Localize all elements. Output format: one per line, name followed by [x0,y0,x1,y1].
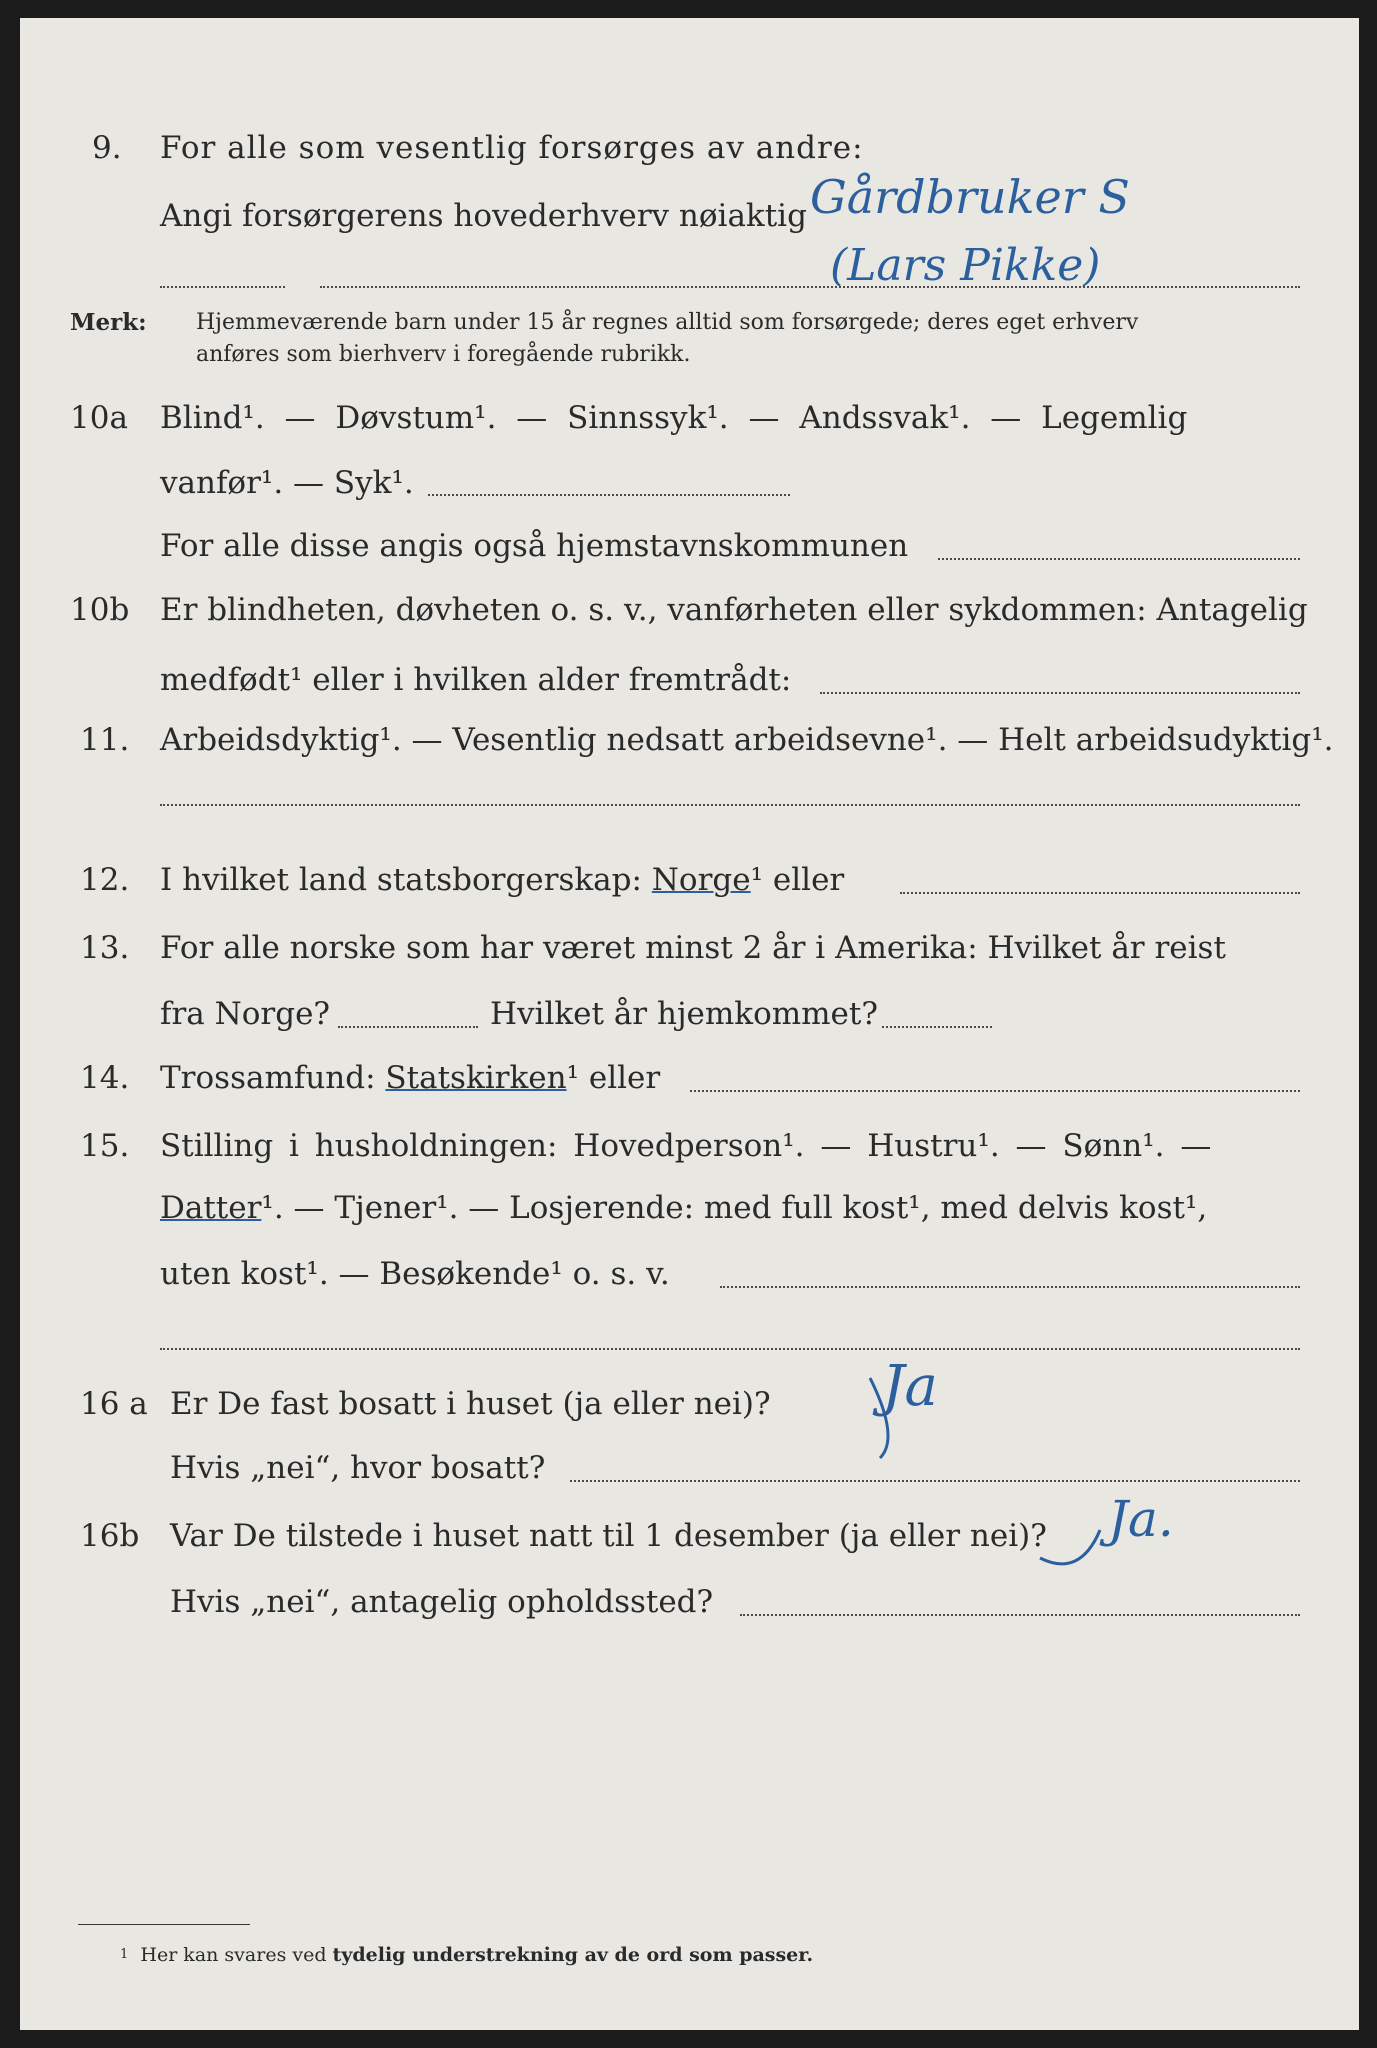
question-16b-dotted-line [740,1614,1300,1616]
question-12-marked-option: Norge [651,862,751,898]
question-16b-handwritten-answer: Ja. [1108,1490,1174,1548]
footnote-rule [78,1924,250,1925]
footnote-plain: Her kan svares ved [140,1944,327,1966]
question-12-prefix: I hvilket land statsborgerskap: [160,862,642,898]
footnote [120,1942,813,1968]
question-12-number: 12. [80,862,130,898]
footnote-mark: 1 [120,1947,129,1962]
question-16a-line1: Er De fast bosatt i huset (ja eller nei)? [170,1386,771,1422]
question-14-prefix: Trossamfund: [160,1060,376,1096]
question-16b-line1: Var De tilstede i huset natt til 1 desember (ja eller nei)? [170,1518,1047,1554]
question-10a-dotted-line [428,494,790,496]
census-form-page [20,18,1359,2030]
question-12-suffix: ¹ eller [750,862,845,898]
question-14-suffix: ¹ eller [566,1060,661,1096]
question-15-dotted-line [720,1286,1300,1288]
note-line1: Hjemmeværende barn under 15 år regnes alltid som forsørgede; deres eget erhverv [196,310,1139,335]
question-10a-line2: vanfør¹. — Syk¹. [160,465,414,501]
question-9-line2: Angi forsørgerens hovederhverv nøiaktig [160,198,807,234]
question-16a-number: 16 a [80,1386,148,1422]
question-15-number: 15. [80,1128,130,1164]
question-16b-line2: Hvis „nei“, antagelig opholdssted? [170,1584,714,1620]
question-14-dotted-line [690,1090,1300,1092]
question-9-handwritten-answer1: Gårdbruker S [810,170,1130,224]
question-9-number: 9. [92,130,122,166]
question-13-line1: For alle norske som har været minst 2 år i Amerika: Hvilket år reist [160,930,1226,966]
question-12-text [160,860,844,900]
question-16a-handwritten-answer: Ja [882,1354,938,1419]
question-13-dotted-line [338,1026,478,1028]
question-10b-dotted-line [820,692,1300,694]
question-10b-line2: medfødt¹ eller i hvilken alder fremtrådt: [160,662,792,698]
question-13-line2a: fra Norge? [160,996,331,1032]
question-16a-dotted-line [570,1480,1300,1482]
note-label: Merk: [70,309,147,336]
question-15-dotted-line [160,1348,1300,1350]
question-10a-line3: For alle disse angis også hjemstavnskommunen [160,528,909,564]
question-14-number: 14. [80,1060,130,1096]
question-15-marked-option: Datter [160,1190,262,1226]
question-16a-line2: Hvis „nei“, hvor bosatt? [170,1450,546,1486]
question-9-dotted-line [320,286,1300,288]
question-14-marked-option: Statskirken [385,1060,567,1096]
question-9-dotted-line [160,286,285,288]
question-10b-number: 10b [70,592,130,628]
question-11-number: 11. [80,722,130,758]
question-10b-line1: Er blindheten, døvheten o. s. v., vanførheten eller sykdommen: Antagelig [160,592,1308,628]
question-10a-line1: Blind¹. — Døvstum¹. — Sinnssyk¹. — Andssvak¹. — Legemlig [160,400,1188,436]
question-14-text [160,1058,660,1098]
question-9-line1: For alle som vesentlig forsørges av andre: [160,130,864,166]
question-15-line1: Stilling i husholdningen: Hovedperson¹. — Hustru¹. — Sønn¹. — [160,1128,1212,1164]
question-11-dotted-line [160,804,1300,806]
question-13-line2b: Hvilket år hjemkommet? [490,996,878,1032]
ink-strokes [20,18,30,28]
question-10a-dotted-line [938,558,1300,560]
question-13-dotted-line [882,1026,992,1028]
question-10a-number: 10a [70,400,128,436]
question-11-line1: Arbeidsdyktig¹. — Vesentlig nedsatt arbeidsevne¹. — Helt arbeidsudyktig¹. [160,722,1334,758]
question-9-handwritten-answer2: (Lars Pikke) [830,240,1101,291]
question-16b-number: 16b [80,1518,140,1554]
question-15-line3: uten kost¹. — Besøkende¹ o. s. v. [160,1256,670,1292]
note-line2: anføres som bierhverv i foregående rubrikk. [196,342,691,367]
question-12-dotted-line [900,892,1300,894]
question-15-line2-rest: ¹. — Tjener¹. — Losjerende: med full kost¹, med delvis kost¹, [261,1190,1208,1226]
question-15-line2 [160,1188,1207,1228]
footnote-bold: tydelig understrekning av de ord som passer. [332,1944,814,1966]
question-13-number: 13. [80,930,130,966]
